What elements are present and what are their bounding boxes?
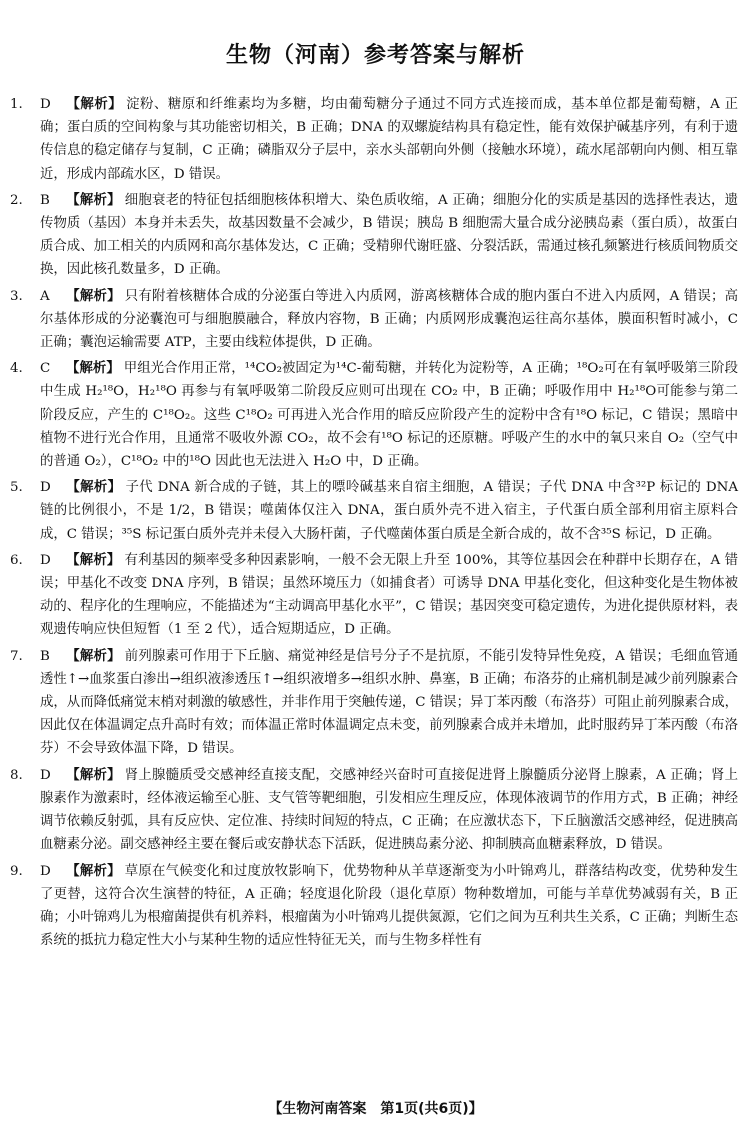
- analysis-text: 肾上腺髓质受交感神经直接支配，交感神经兴奋时可直接促进肾上腺髓质分泌肾上腺素，A 正确；肾上腺素作为激素时，经体液运输至心脏、支气管等靶细胞，引发相应生理反应，体现体液调节的作用方式，B 正确；神经调节依赖反射弧，具有反应快、定位准、持续时间短的特点，C 正确；在应激状态下，下丘脑激活交感神经，促进胰高血糖素分泌。副交感神经主要在餐后或安静状态下活跃，促进胰岛素分泌、抑制胰高血糖素释放，D 错误。: [40, 767, 738, 853]
- answer-item: [10, 357, 738, 473]
- answer-item: [10, 476, 738, 546]
- answer-letter: B: [40, 192, 50, 208]
- analysis-tag: 【解析】: [66, 648, 121, 664]
- analysis-tag: 【解析】: [66, 767, 121, 783]
- answer-item: [10, 860, 738, 953]
- analysis-text: 草原在气候变化和过度放牧影响下，优势物种从羊草逐渐变为小叶锦鸡儿，群落结构改变，优势种发生了更替，这符合次生演替的特征，A 正确；轻度退化阶段（退化草原）物种数增加，可能与羊草优势减弱有关，B 正确；小叶锦鸡儿为根瘤菌提供有机养料，根瘤菌为小叶锦鸡儿提供氮源，它们之间为互利共生关系，C 正确；判断生态系统的抵抗力稳定性大小与某种生物的适应性特征无关，而与生物多样性有: [40, 863, 739, 949]
- question-number: 8.: [10, 767, 23, 783]
- answer-item: [10, 645, 738, 761]
- answer-item: [10, 764, 738, 857]
- question-number: 7.: [10, 648, 23, 664]
- answer-letter: D: [40, 863, 51, 879]
- analysis-text: 子代 DNA 新合成的子链，其上的嘌呤碱基来自宿主细胞，A 错误；子代 DNA 中含³²P 标记的 DNA 链的比例很小，不是 1/2，B 错误；噬菌体仅注入 DNA，蛋白质外壳不进入宿主，子代蛋白质全部利用宿主原料合成，C 错误；³⁵S 标记蛋白质外壳并未侵入大肠杆菌，子代噬菌体蛋白质是全新合成的，故不含³⁵S 标记，D 正确。: [40, 480, 738, 542]
- answer-item: [10, 285, 738, 355]
- answer-list: [10, 93, 738, 955]
- analysis-tag: 【解析】: [66, 97, 123, 112]
- question-number: 6.: [10, 552, 23, 568]
- question-number: 1.: [10, 97, 23, 112]
- analysis-text: 细胞衰老的特征包括细胞核体积增大、染色质收缩，A 正确；细胞分化的实质是基因的选择性表达，遗传物质（基因）本身并未丢失，故基因数量不会减少，B 错误；胰岛 B 细胞需大量合成分泌胰岛素（蛋白质），故蛋白质合成、加工相关的内质网和高尔基体发达，C 正确；受精卵代谢旺盛、分裂活跃，需通过核孔频繁进行核质间物质交换，因此核孔数量多，D 正确。: [40, 192, 738, 278]
- answer-letter: B: [40, 648, 50, 664]
- question-number: 2.: [10, 192, 23, 208]
- analysis-tag: 【解析】: [66, 192, 121, 208]
- answer-letter: D: [40, 97, 51, 112]
- analysis-tag: 【解析】: [66, 480, 122, 496]
- analysis-tag: 【解析】: [66, 552, 121, 568]
- answer-letter: D: [40, 767, 51, 783]
- analysis-text: 甲组光合作用正常，¹⁴CO₂被固定为¹⁴C-葡萄糖，并转化为淀粉等，A 正确；¹⁸O₂可在有氧呼吸第三阶段中生成 H₂¹⁸O，H₂¹⁸O 再参与有氧呼吸第二阶段反应则可出现在 CO₂ 中，B 正确；呼吸作用中 H₂¹⁸O可能参与第二阶段反应，产生的 C¹⁸O₂。这些 C¹⁸O₂ 可再进入光合作用的暗反应阶段产生的淀粉中含有¹⁸O 标记，C 错误；黑暗中植物不进行光合作用，且通常不吸收外源 CO₂，故不会有¹⁸O 标记的还原糖。呼吸产生的水中的氧只来自 O₂（空气中的普通 O₂），C¹⁸O₂ 中的¹⁸O 因此也无法进入 H₂O 中，D 正确。: [40, 361, 739, 470]
- question-number: 9.: [10, 863, 23, 879]
- analysis-text: 前列腺素可作用于下丘脑、痛觉神经是信号分子不是抗原，不能引发特异性免疫，A 错误；毛细血管通透性↑→血浆蛋白渗出→组织液渗透压↑→组织液增多→组织水肿、鼻塞，B 正确；布洛芬的止痛机制是减少前列腺素合成，从而降低痛觉末梢对刺激的敏感性，并非作用于突触传递，C 错误；异丁苯丙酸（布洛芬）可阻止前列腺素合成，因此仅在体温调定点升高时有效；而体温正常时体温调定点未变，前列腺素合成并未增加，此时服药异丁苯丙酸（布洛芬）不会导致体温下降，D 错误。: [40, 648, 738, 757]
- analysis-tag: 【解析】: [66, 863, 121, 879]
- analysis-tag: 【解析】: [66, 361, 120, 377]
- answer-letter: A: [40, 288, 50, 304]
- question-number: 3.: [10, 288, 23, 304]
- analysis-text: 只有附着核糖体合成的分泌蛋白等进入内质网，游离核糖体合成的胞内蛋白不进入内质网，A 错误；高尔基体形成的分泌囊泡可与细胞膜融合，释放内容物，B 正确；内质网形成囊泡运往高尔基体，膜面积暂时减小，C 正确；囊泡运输需要 ATP，主要由线粒体提供，D 正确。: [40, 288, 738, 351]
- page-title: 生物（河南）参考答案与解析: [225, 43, 525, 68]
- answer-letter: C: [40, 361, 51, 377]
- analysis-tag: 【解析】: [66, 288, 121, 304]
- answer-item: [10, 549, 738, 642]
- answer-letter: D: [40, 480, 51, 496]
- question-number: 4.: [10, 361, 23, 377]
- answer-item: [10, 189, 738, 282]
- answer-letter: D: [40, 552, 51, 568]
- question-number: 5.: [10, 480, 23, 496]
- answer-item: [10, 93, 738, 186]
- page-footer: 【生物河南答案 第1页(共6页)】: [268, 1101, 483, 1117]
- analysis-text: 有利基因的频率受多种因素影响，一般不会无限上升至 100%，其等位基因会在种群中长期存在，A 错误；甲基化不改变 DNA 序列，B 错误；虽然环境压力（如捕食者）可诱导 DNA 甲基化变化，但这种变化是生物体被动的、程序化的生理响应，不能描述为“主动调高甲基化水平”，C 错误；基因突变可稳定遗传，为进化提供原材料，表观遗传响应快但短暂（1 至 2 代），适合短期适应，D 正确。: [40, 552, 738, 638]
- analysis-text: 淀粉、糖原和纤维素均为多糖，均由葡萄糖分子通过不同方式连接而成，基本单位都是葡萄糖，A 正确；蛋白质的空间构象与其功能密切相关，B 正确；DNA 的双螺旋结构具有稳定性，能有效保护碱基序列，有利于遗传信息的稳定储存与复制，C 正确；磷脂双分子层中，亲水头部朝向外侧（接触水环境），疏水尾部朝向内侧、相互靠近，形成内部疏水区，D 错误。: [40, 97, 738, 182]
